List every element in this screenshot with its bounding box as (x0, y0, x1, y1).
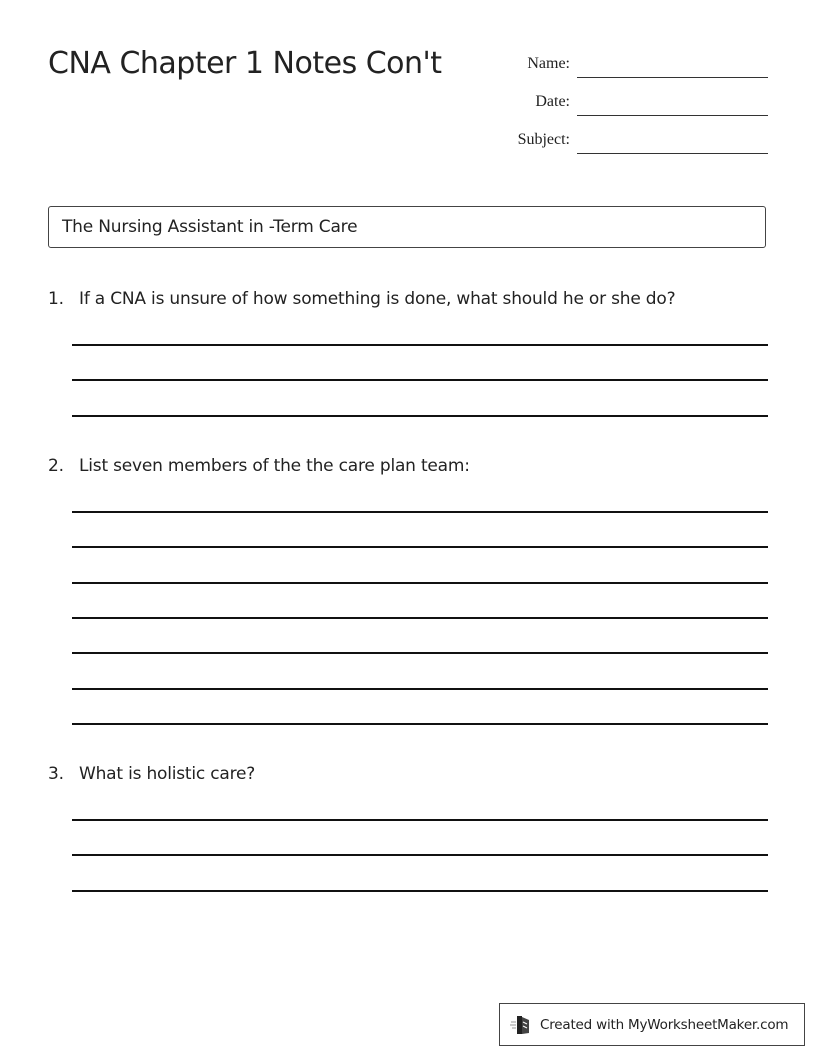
question-text: What is holistic care? (79, 764, 256, 784)
date-input-line[interactable] (577, 91, 768, 116)
question-number: 2. (48, 456, 64, 476)
answer-line[interactable] (72, 415, 768, 417)
answer-line[interactable] (72, 344, 768, 346)
worksheet-title: CNA Chapter 1 Notes Con't (48, 46, 442, 81)
worksheet-logo-icon (510, 1013, 534, 1037)
question-2 (48, 456, 768, 476)
footer-credit-text: Created with MyWorksheetMaker.com (540, 1016, 789, 1033)
answer-line[interactable] (72, 511, 768, 513)
question-2-text-row (48, 456, 768, 476)
question-number: 1. (48, 289, 64, 309)
answer-line[interactable] (72, 582, 768, 584)
answer-line[interactable] (72, 854, 768, 856)
question-number: 3. (48, 764, 64, 784)
student-info-fields (500, 52, 768, 154)
answer-line[interactable] (72, 652, 768, 654)
question-3-text-row (48, 764, 768, 784)
answer-line[interactable] (72, 819, 768, 821)
answer-line[interactable] (72, 546, 768, 548)
subject-label: Subject: (517, 131, 570, 148)
question-text: List seven members of the the care plan team: (79, 456, 470, 476)
answer-line[interactable] (72, 617, 768, 619)
date-field (500, 78, 768, 116)
answer-line[interactable] (72, 688, 768, 690)
subject-input-line[interactable] (577, 129, 768, 154)
subject-field (500, 116, 768, 154)
question-1 (48, 289, 768, 309)
question-1-text-row (48, 289, 768, 309)
answer-line[interactable] (72, 890, 768, 892)
footer-badge[interactable] (499, 1003, 805, 1046)
name-label: Name: (527, 55, 570, 72)
answer-line[interactable] (72, 379, 768, 381)
name-field (500, 52, 768, 78)
date-label: Date: (535, 93, 570, 110)
answer-line[interactable] (72, 723, 768, 725)
question-text: If a CNA is unsure of how something is done, what should he or she do? (79, 289, 676, 309)
section-heading: The Nursing Assistant in -Term Care (48, 206, 766, 248)
question-3 (48, 764, 768, 784)
name-input-line[interactable] (577, 53, 768, 78)
